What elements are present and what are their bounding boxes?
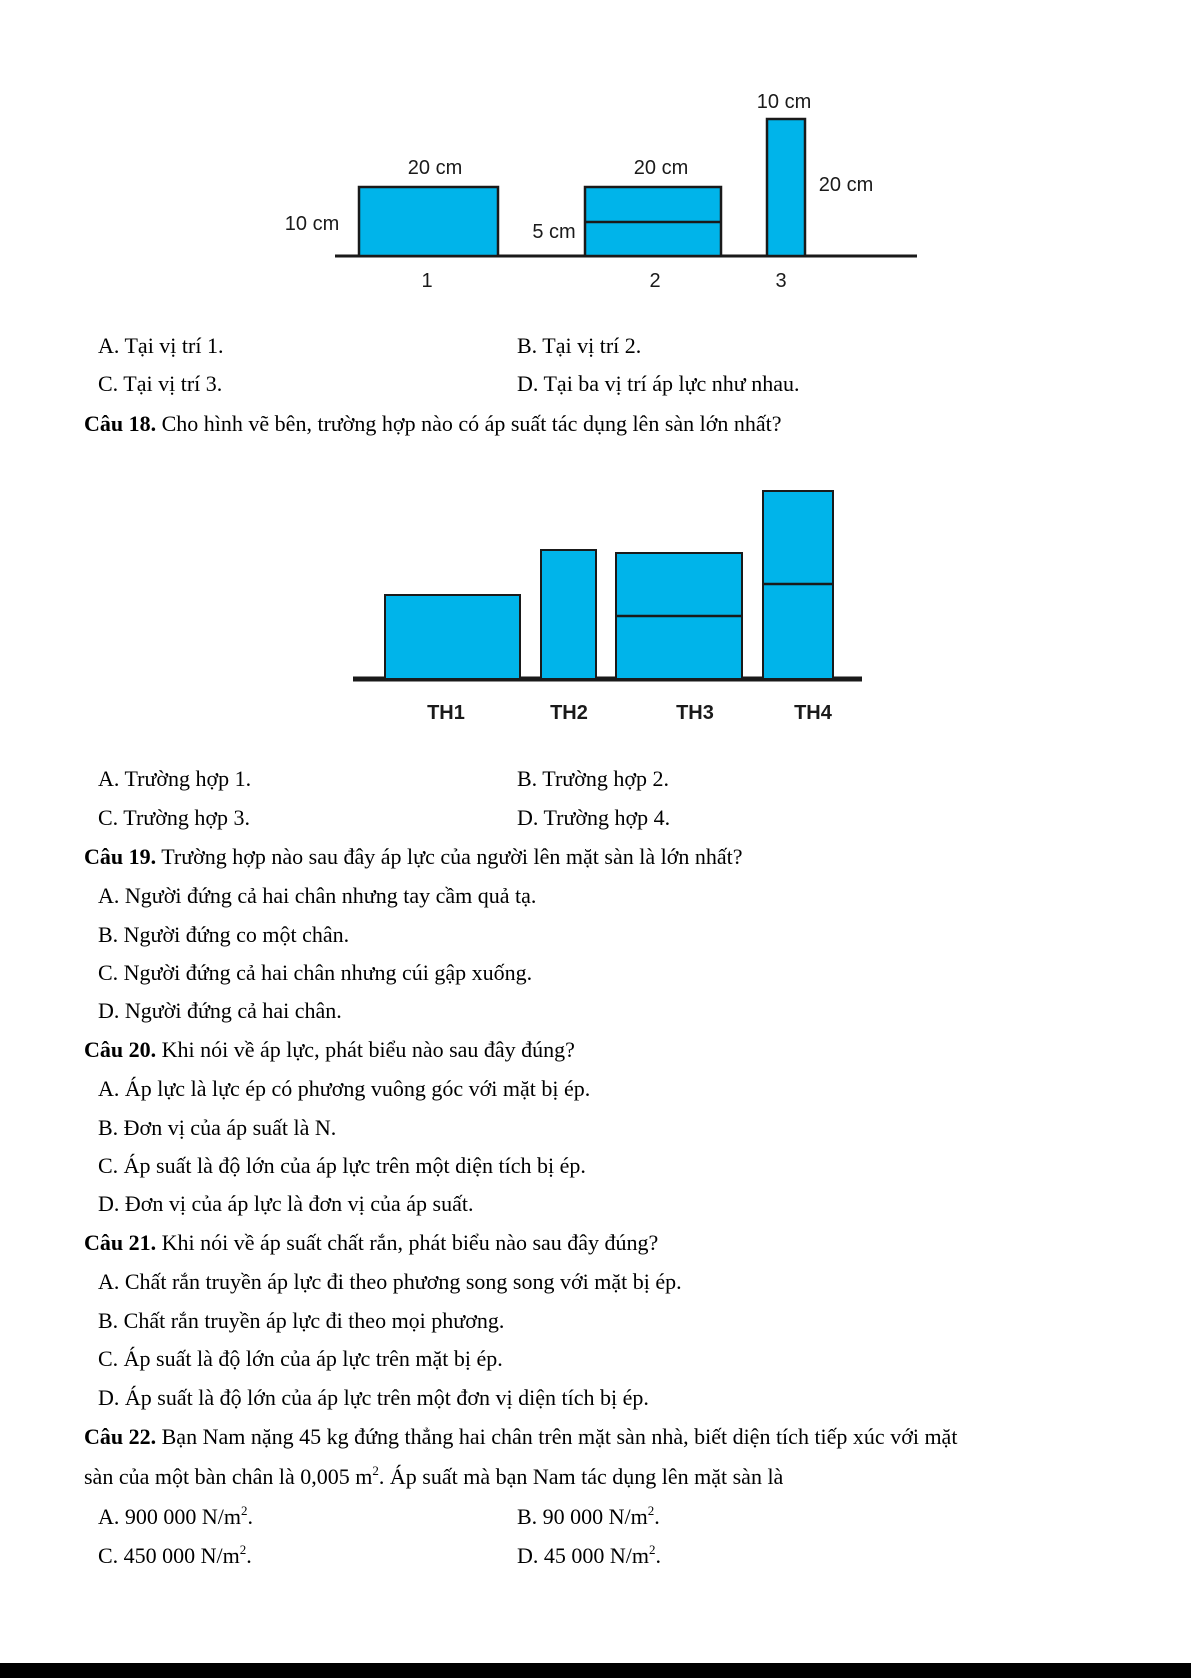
question-22-text-line2b: . Áp suất mà bạn Nam tác dụng lên mặt sàn là — [378, 1464, 784, 1489]
q18-option-c[interactable]: C. Trường hợp 3. — [98, 805, 250, 830]
q19-option-c[interactable]: C. Người đứng cả hai chân nhưng cúi gập xuống. — [98, 960, 533, 985]
q18-option-d[interactable]: D. Trường hợp 4. — [517, 805, 671, 830]
q19-option-d[interactable]: D. Người đứng cả hai chân. — [98, 998, 342, 1023]
question-21 — [84, 1229, 658, 1257]
q22-option-b-text: B. 90 000 N/m — [517, 1504, 648, 1529]
q22-option-d-exp: 2 — [649, 1541, 656, 1557]
q22-option-b[interactable] — [517, 1503, 660, 1531]
q22-option-a[interactable] — [98, 1503, 253, 1531]
question-19-number: Câu 19. — [84, 844, 157, 869]
q22-option-b-exp: 2 — [647, 1502, 655, 1518]
q17-option-a[interactable]: A. Tại vị trí 1. — [98, 333, 224, 358]
th2-label: TH2 — [550, 702, 588, 724]
block3-height-label: 20 cm — [818, 174, 874, 196]
q22-option-c-end: . — [246, 1543, 252, 1568]
q19-option-b[interactable]: B. Người đứng co một chân. — [98, 922, 350, 947]
position-2-label: 2 — [649, 270, 661, 292]
position-1-label: 1 — [421, 270, 433, 292]
th1-label: TH1 — [427, 702, 465, 724]
question-20 — [84, 1036, 575, 1064]
q20-option-d[interactable]: D. Đơn vị của áp lực là đơn vị của áp suất. — [98, 1191, 474, 1216]
position-3-label: 3 — [775, 270, 787, 292]
block2-width-label: 20 cm — [633, 157, 689, 179]
question-22-number: Câu 22. — [84, 1424, 157, 1449]
q18-option-a[interactable]: A. Trường hợp 1. — [98, 766, 252, 791]
th1-block — [385, 595, 520, 679]
question-20-text: Khi nói về áp lực, phát biểu nào sau đây đúng? — [156, 1037, 575, 1062]
q17-option-b[interactable]: B. Tại vị trí 2. — [517, 333, 642, 358]
th3-label: TH3 — [676, 702, 714, 724]
question-21-number: Câu 21. — [84, 1230, 157, 1255]
q22-option-d[interactable] — [517, 1542, 661, 1570]
question-20-number: Câu 20. — [84, 1037, 157, 1062]
q19-option-a[interactable]: A. Người đứng cả hai chân nhưng tay cầm quả tạ. — [98, 883, 537, 908]
q22-option-c-exp: 2 — [239, 1541, 247, 1557]
question-22-text-line2a: sàn của một bàn chân là 0,005 m — [84, 1464, 373, 1489]
bottom-border — [0, 1663, 1191, 1678]
q20-option-b[interactable]: B. Đơn vị của áp suất là N. — [98, 1115, 337, 1140]
question-18-text: Cho hình vẽ bên, trường hợp nào có áp suất tác dụng lên sàn lớn nhất? — [156, 411, 782, 436]
q22-option-b-end: . — [654, 1504, 660, 1529]
question-21-text: Khi nói về áp suất chất rắn, phát biểu nào sau đây đúng? — [156, 1230, 659, 1255]
q18-option-b[interactable]: B. Trường hợp 2. — [517, 766, 669, 791]
th4-label: TH4 — [794, 702, 832, 724]
q21-option-d[interactable]: D. Áp suất là độ lớn của áp lực trên một đơn vị diện tích bị ép. — [98, 1385, 649, 1410]
block1-width-label: 20 cm — [407, 157, 463, 179]
question-22-text-line1: Bạn Nam nặng 45 kg đứng thẳng hai chân trên mặt sàn nhà, biết diện tích tiếp xúc với mặt — [156, 1424, 958, 1449]
q21-option-c[interactable]: C. Áp suất là độ lớn của áp lực trên mặt bị ép. — [98, 1346, 503, 1371]
question-22 — [84, 1423, 957, 1451]
question-22-exponent: 2 — [372, 1462, 379, 1478]
q22-option-a-end: . — [247, 1504, 253, 1529]
blocks-figure-2 — [0, 0, 1191, 740]
q20-option-a[interactable]: A. Áp lực là lực ép có phương vuông góc với mặt bị ép. — [98, 1076, 591, 1101]
block2-height-label: 5 cm — [532, 221, 576, 243]
th2-block — [541, 550, 596, 679]
question-22-line2 — [84, 1463, 783, 1491]
q22-option-d-text: D. 45 000 N/m — [517, 1543, 649, 1568]
q21-option-a[interactable]: A. Chất rắn truyền áp lực đi theo phương song song với mặt bị ép. — [98, 1269, 682, 1294]
q17-option-c[interactable]: C. Tại vị trí 3. — [98, 371, 223, 396]
question-19-text: Trường hợp nào sau đây áp lực của người lên mặt sàn là lớn nhất? — [156, 844, 743, 869]
block1-height-label: 10 cm — [284, 213, 340, 235]
q22-option-a-text: A. 900 000 N/m — [98, 1504, 241, 1529]
question-19 — [84, 843, 743, 871]
q22-option-c[interactable] — [98, 1542, 252, 1570]
q22-option-a-exp: 2 — [241, 1502, 248, 1518]
q20-option-c[interactable]: C. Áp suất là độ lớn của áp lực trên một diện tích bị ép. — [98, 1153, 586, 1178]
q17-option-d[interactable]: D. Tại ba vị trí áp lực như nhau. — [517, 371, 800, 396]
q22-option-d-end: . — [655, 1543, 661, 1568]
q21-option-b[interactable]: B. Chất rắn truyền áp lực đi theo mọi phương. — [98, 1308, 505, 1333]
q22-option-c-text: C. 450 000 N/m — [98, 1543, 240, 1568]
question-18-number: Câu 18. — [84, 411, 157, 436]
block3-width-label: 10 cm — [756, 91, 812, 113]
